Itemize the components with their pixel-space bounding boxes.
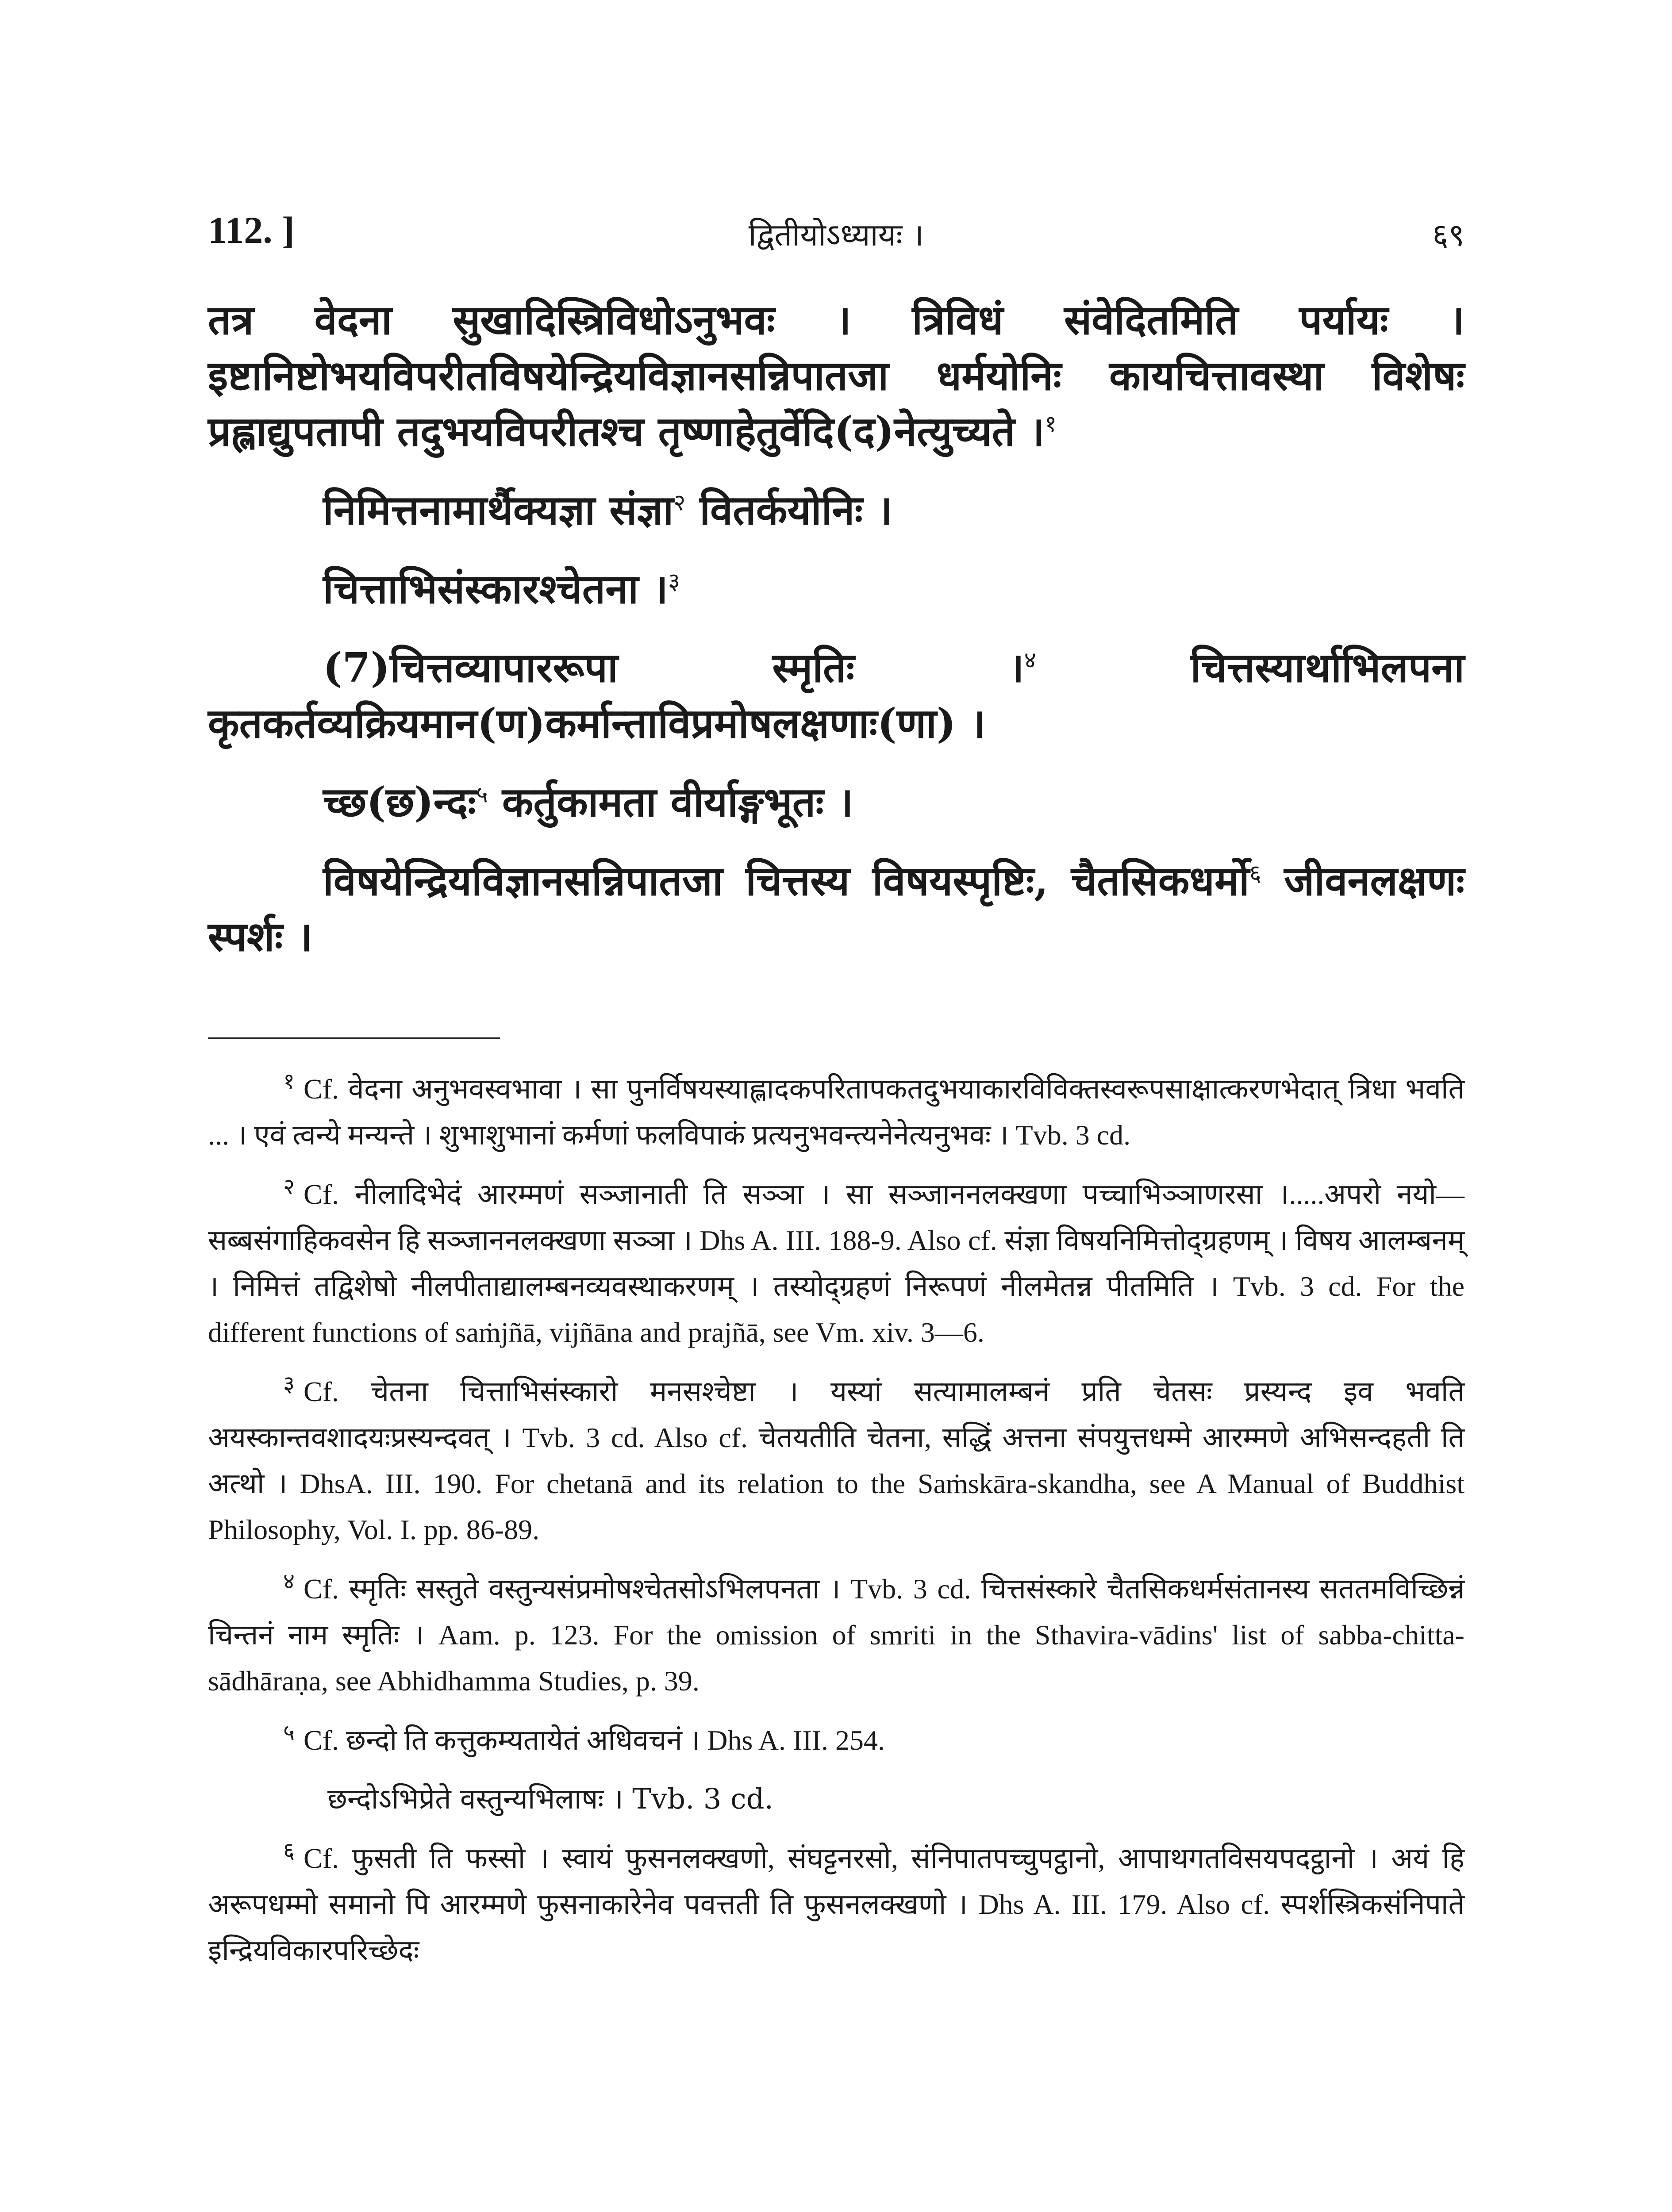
footnote-5-continuation: छन्दोऽभिप्रेते वस्तुन्यभिलाषः । Tvb. 3 cd. [327,1783,773,1816]
footnote-mark: २ [283,1173,295,1199]
footnote-ref[interactable]: २ [673,489,686,516]
footnote-mark: १ [283,1068,295,1094]
footnote-1: $^१$ Cf. वेदना अनुभवस्वभावा । सा पुनर्विषयस्याह्लादकपरितापकतदुभयाकारविविक्तस्वरूपसाक्षात्करणभेदात् त्रिधा भवति ... । एवं त्वन्ये मन्यन्ते । शुभाशुभानां कर्मणां फलविपाकं प्रत्यनुभवन्त्यनेनेत्यनुभवः । Tvb. 3 cd. [208,1068,1464,1151]
section-number: 112. ] [208,209,295,251]
footnote-ref[interactable]: ३ [668,568,680,595]
footnote-6: $^६$ Cf. फुसती ति फस्सो । स्वायं फुसनलक्खणो, संघट्टनरसो, संनिपातपच्चुपट्ठानो, आपाथगतविसयपदट्ठानो । अयं हि अरूपधम्मो समानो पि आरम्मणे फुसनाकारेनेव पवत्तती ति फुसनलक्खणो । Dhs A. III. 179. Also cf. स्पर्शस्त्रिकसंनिपाते इन्द्रियविकारपरिच्छेदः [208,1837,1464,1966]
footnote-ref[interactable]: ४ [1024,647,1036,674]
footnote-5: $^५$ Cf. छन्दो ति कत्तुकम्यतायेतं अधिवचनं । Dhs A. III. 254. [283,1719,885,1756]
footnotes [208,1066,1464,1987]
page-number: ६९ [1432,217,1464,253]
footnote-mark: ६ [283,1837,295,1863]
footnote-2: $^२$ Cf. नीलादिभेदं आरम्मणं सञ्जानाती ति सञ्ञा । सा सञ्जाननलक्खणा पच्चाभिञ्ञाणरसा ।.....अपरो नयो—सब्बसंगाहिकवसेन हि सञ्जाननलक्खणा सञ्ञा । Dhs A. III. 188-9. Also cf. संज्ञा विषयनिमित्तोद्ग्रहणम् । विषय आलम्बनम् । निमित्तं तद्विशेषो नीलपीताद्यालम्बनव्यवस्थाकरणम् । तस्योद्ग्रहणं निरूपणं नीलमेतन्न पीतमिति । Tvb. 3 cd. For the different functions of saṁjñā, vijñāna and prajñā, see Vm. xiv. 3—6. [208,1173,1464,1348]
main-paragraph-chetana: चित्ताभिसंस्कारश्चेतना ।$^३$ [323,565,680,613]
main-paragraph-smriti: (7)चित्तव्यापाररूपा स्मृतिः ।$^४$ चित्तस्यार्थाभिलपना कृतकर्तव्यक्रियमान(ण)कर्मान्ताविप्रमोषलक्षणाः(णा) । [208,644,1464,747]
footnote-divider [208,1037,500,1039]
main-paragraph-sanjna: निमित्तनामार्थैक्यज्ञा संज्ञा$^२$ वितर्कयोनिः । [323,486,892,534]
footnote-mark: ५ [283,1719,295,1745]
footnote-3: $^३$ Cf. चेतना चित्ताभिसंस्कारो मनसश्चेष्टा । यस्यां सत्यामालम्बनं प्रति चेतसः प्रस्यन्द इव भवति अयस्कान्तवशादयःप्रस्यन्दवत् । Tvb. 3 cd. Also cf. चेतयतीति चेतना, सद्धिं अत्तना संपयुत्तधम्मे आरम्मणे अभिसन्दहती ति अत्थो । DhsA. III. 190. For chetanā and its relation to the Saṁskāra-skandha, see A Manual of Buddhist Philosophy, Vol. I. pp. 86-89. [208,1371,1464,1545]
footnote-ref[interactable]: ५ [476,781,488,808]
main-text [208,292,1464,987]
main-paragraph-sparsha: विषयेन्द्रियविज्ञानसन्निपातजा चित्तस्य विषयस्पृष्टिः, चैतसिकधर्मो$^६$ जीवनलक्षणः स्पर्शः । [208,857,1464,960]
main-paragraph-chhanda: च्छ(छ)न्दः$^५$ कर्तुकामता वीर्याङ्गभूतः । [323,778,853,826]
main-paragraph-vedana: तत्र वेदना सुखादिस्त्रिविधोऽनुभवः । त्रिविधं संवेदितमिति पर्यायः । इष्टानिष्टोभयविपरीतविषयेन्द्रियविज्ञानसन्निपातजा धर्मयोनिः कायचित्तावस्था विशेषः प्रह्लाद्युपतापी तदुभयविपरीतश्च तृष्णाहेतुर्वेदि(द)नेत्युच्यते ।$^१$ [208,296,1464,455]
footnote-mark: ४ [283,1568,295,1594]
footnote-ref[interactable]: १ [1045,411,1057,438]
chapter-title: द्वितीयोऽध्यायः । [748,217,924,253]
footnote-4: $^४$ Cf. स्मृतिः सस्तुते वस्तुन्यसंप्रमोषश्चेतसोऽभिलपनता । Tvb. 3 cd. चित्तसंस्कारे चैतसिकधर्मसंतानस्य सततमविच्छिन्नं चिन्तनं नाम स्मृतिः । Aam. p. 123. For the omission of smriti in the Sthavira-vādins' list of sabba-chitta-sādhāraṇa, see Abhidhamma Studies, p. 39. [208,1568,1464,1697]
page-header [208,208,1464,265]
footnote-mark: ३ [283,1371,295,1397]
footnote-ref[interactable]: ६ [1249,860,1261,887]
